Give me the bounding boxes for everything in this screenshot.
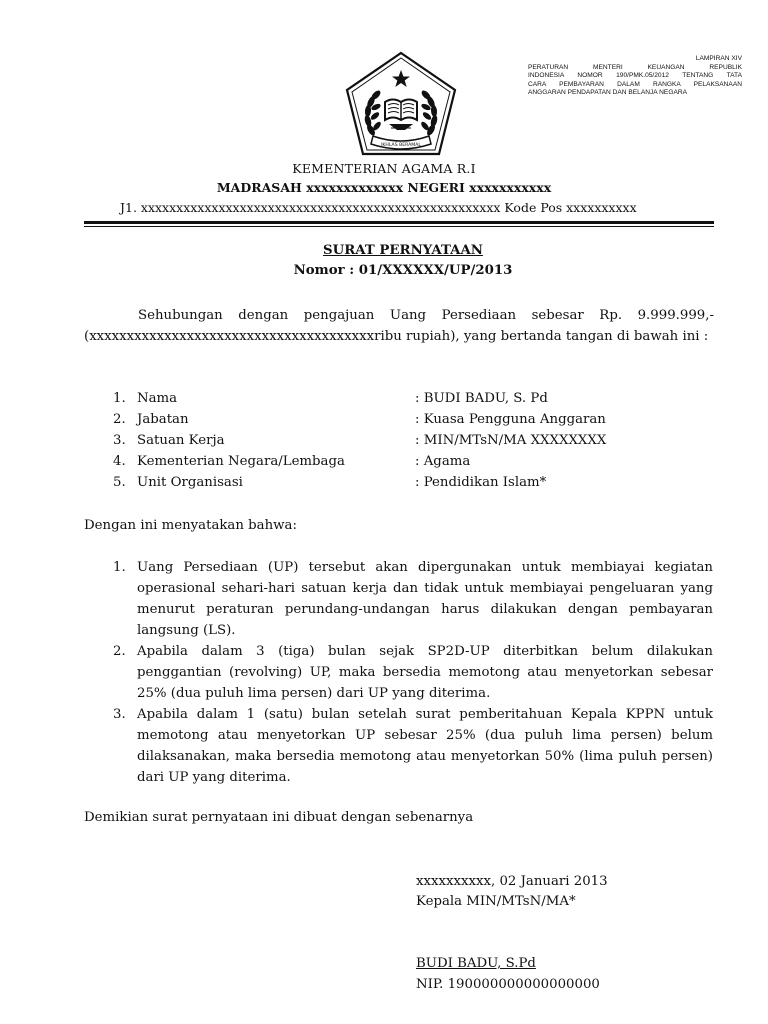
lampiran-title: LAMPIRAN XIV	[695, 55, 742, 62]
ministry-name: KEMENTERIAN AGAMA R.I	[292, 161, 476, 176]
point-number: 1.	[113, 560, 126, 575]
identity-number: 5.	[113, 475, 126, 490]
declaration-intro: Dengan ini menyatakan bahwa:	[84, 518, 297, 533]
declaration-point	[113, 641, 713, 704]
signatory-nip: NIP. 190000000000000000	[416, 977, 600, 992]
signature-position: Kepala MIN/MTsN/MA*	[416, 894, 576, 909]
letter-title: SURAT PERNYATAAN	[323, 243, 483, 258]
declaration-point	[113, 704, 713, 788]
header-rule-thin	[84, 226, 714, 227]
lampiran-line: INDONESIA NOMOR 190/PMK.05/2012 TENTANG TATA	[528, 72, 742, 80]
school-name: MADRASAH xxxxxxxxxxxxx NEGERI xxxxxxxxxxx	[216, 180, 552, 195]
intro-paragraph: Sehubungan dengan pengajuan Uang Persediaan sebesar Rp. 9.999.999,- (xxxxxxxxxxxxxxxxxxxxxxxxxxxxxxxxxxxxxxribu rupiah), yang bertanda tangan di bawah ini :	[84, 308, 714, 344]
signatory-name: BUDI BADU, S.Pd	[416, 956, 536, 971]
point-text: Apabila dalam 3 (tiga) bulan sejak SP2D-UP diterbitkan belum dilakukan penggantian (revolving) UP, maka bersedia memotong atau menyetorkan sebesar 25% (dua puluh lima persen) dari UP yang diterima.	[137, 644, 713, 701]
point-text: Uang Persediaan (UP) tersebut akan dipergunakan untuk membiayai kegiatan operasional sehari-hari satuan kerja dan tidak untuk membiayai pengeluaran yang menurut peraturan perundang-undangan harus dilakukan dengan pembayaran langsung (LS).	[137, 560, 713, 638]
declaration-points	[113, 557, 713, 788]
identity-value: : MIN/MTsN/MA XXXXXXXX	[415, 433, 607, 448]
declaration-point	[113, 557, 713, 641]
lampiran-line: CARA PEMBAYARAN DALAM RANGKA PELAKSANAAN	[528, 80, 742, 88]
identity-label: Nama	[137, 391, 178, 406]
lampiran-line: PERATURAN MENTERI KEUANGAN REPUBLIK	[528, 63, 742, 71]
identity-label: Kementerian Negara/Lembaga	[137, 454, 345, 469]
identity-label: Jabatan	[137, 412, 189, 427]
identity-value: : Agama	[415, 454, 471, 469]
identity-number: 2.	[113, 412, 126, 427]
point-text: Apabila dalam 1 (satu) bulan setelah surat pemberitahuan Kepala KPPN untuk memotong atau menyetorkan UP sebesar 25% (dua puluh lima persen) belum dilaksanakan, maka bersedia memotong atau menyetorkan 50% (lima puluh persen) dari UP yang diterima.	[137, 707, 713, 785]
identity-value: : Pendidikan Islam*	[415, 475, 547, 490]
identity-number: 1.	[113, 391, 126, 406]
identity-value: : Kuasa Pengguna Anggaran	[415, 412, 606, 427]
closing-sentence: Demikian surat pernyataan ini dibuat dengan sebenarnya	[84, 810, 474, 825]
header-rule-thick	[84, 221, 714, 224]
emblem-ribbon-text: IKHLAS BERAMAL	[381, 143, 421, 148]
signature-place-date: xxxxxxxxxx, 02 Januari 2013	[416, 874, 608, 889]
letter-number: Nomor : 01/XXXXXX/UP/2013	[293, 263, 513, 278]
lampiran-note	[528, 55, 742, 98]
identity-label: Unit Organisasi	[137, 475, 243, 490]
identity-label: Satuan Kerja	[137, 433, 225, 448]
school-address: J1. xxxxxxxxxxxxxxxxxxxxxxxxxxxxxxxxxxxxxxxxxxxxxxxxxxx Kode Pos xxxxxxxxxx	[120, 200, 637, 215]
identity-value: : BUDI BADU, S. Pd	[415, 391, 548, 406]
identity-number: 3.	[113, 433, 126, 448]
point-number: 3.	[113, 707, 126, 722]
kementerian-agama-emblem-icon	[341, 50, 461, 158]
lampiran-line: ANGGARAN PENDAPATAN DAN BELANJA NEGARA	[528, 89, 688, 97]
identity-number: 4.	[113, 454, 126, 469]
point-number: 2.	[113, 644, 126, 659]
